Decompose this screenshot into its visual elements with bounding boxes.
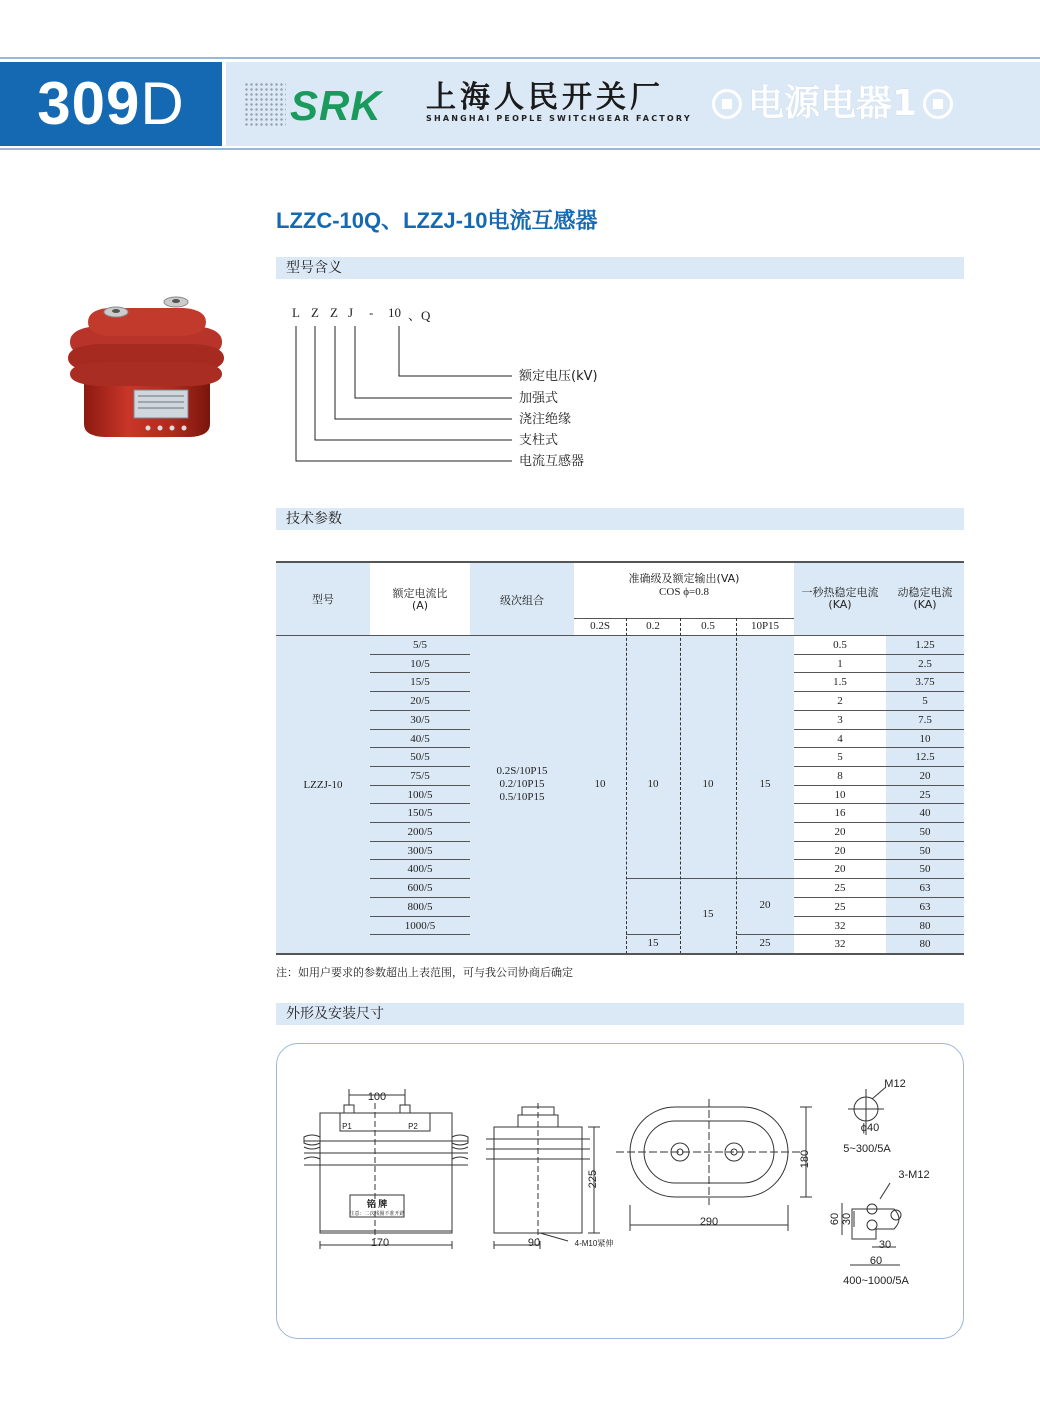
dim-60-vertical: 60 [829,1212,841,1226]
td-thermal: 0.5 [833,639,847,651]
header-bottom-rule [0,148,1040,150]
legend-reinforced: 加强式 [519,391,559,406]
company-name-en: SHANGHAI PEOPLE SWITCHGEAR FACTORY [426,114,692,123]
label-3m12: 3-M12 [898,1169,930,1181]
legend-post-type: 支柱式 [519,433,559,448]
code-char: - [369,305,374,320]
td-ratio: 400/5 [407,863,433,876]
td-thermal: 20 [834,826,846,838]
td-dynamic: 50 [919,863,931,876]
label-range-2: 400~1000/5A [843,1275,909,1287]
category-label [712,78,1002,130]
td-dynamic: 63 [919,882,931,895]
code-char: J [348,305,354,320]
td-output-02s: 10 [594,778,606,790]
dim-60-horizontal: 60 [869,1255,883,1267]
label-p1: P1 [342,1122,352,1131]
dim-100: 100 [367,1091,387,1103]
td-output-02: 10 [647,778,659,790]
page-number: 309 [37,70,141,137]
td-ratio: 15/5 [410,676,430,689]
table-note: 注：如用户要求的参数超出上表范围，可与我公司协商后确定 [276,966,573,979]
section-tech-params: 技术参数 [276,508,964,530]
td-thermal: 20 [834,863,846,876]
th-model: 型号 [312,593,334,606]
td-thermal: 5 [837,751,843,764]
page-suffix: D [140,70,185,137]
company-name-cn: 上海人民开关厂 [426,80,664,115]
model-code [292,305,452,321]
th-class-02: 0.2 [646,620,660,632]
td-thermal: 32 [834,919,846,932]
dim-30-horizontal: 30 [878,1239,892,1251]
combo-item: 0.2S/10P15 [496,765,548,777]
td-dynamic: 1.25 [915,639,935,651]
legend-current-transformer: 电流互感器 [519,454,585,469]
code-char: Z [311,305,319,320]
td-ratio: 5/5 [412,639,428,651]
td-dynamic: 80 [919,919,931,932]
td-ratio: 10/5 [410,657,430,670]
legend-rated-voltage: 额定电压(kV) [519,369,598,384]
td-thermal: 25 [834,900,846,913]
td-thermal: 1.5 [833,676,847,689]
td-dynamic: 25 [919,788,931,801]
section-dimensions: 外形及安装尺寸 [276,1003,964,1025]
td-thermal: 25 [834,882,846,895]
th-ratio-unit: (A) [411,599,429,612]
label-m10: 4-M10紧伸 [574,1239,614,1248]
td-dynamic: 10 [919,732,931,745]
td-thermal: 20 [834,844,846,857]
td-output-05: 10 [702,778,714,790]
td-output-mid-10p15: 20 [759,899,771,911]
td-dynamic: 3.75 [915,676,935,689]
td-model: LZZJ-10 [303,779,343,791]
td-thermal: 8 [837,769,843,782]
td-dynamic: 2.5 [918,657,932,670]
td-ratio: 1000/5 [404,919,436,932]
dimension-drawing [276,1043,964,1339]
label-phi40: ϕ40 [860,1122,880,1134]
td-dynamic: 40 [919,807,931,820]
th-dynamic: 动稳定电流 [897,586,953,599]
td-output-mid-05: 15 [702,908,714,920]
page-number-box [0,62,222,146]
td-ratio: 50/5 [410,751,430,764]
td-dynamic: 80 [919,938,931,951]
td-thermal: 4 [837,732,843,745]
td-dynamic: 50 [919,844,931,857]
td-thermal: 1 [837,657,843,670]
th-thermal-unit: (KA) [828,598,852,611]
th-ratio: 额定电流比 [392,587,448,600]
page-title: LZZC-10Q、LZZJ-10电流互感器 [276,208,598,233]
label-p2: P2 [408,1122,418,1131]
combo-item: 0.2/10P15 [499,778,545,790]
model-code-leader-lines [280,320,520,470]
td-output-last-02: 15 [647,937,659,949]
brand-logo: SRK [290,82,382,129]
td-output-10p15: 15 [759,778,771,790]
label-range-1: 5~300/5A [843,1143,891,1155]
square-dot-icon [712,89,742,119]
td-ratio: 100/5 [407,788,433,801]
label-m12: M12 [884,1078,906,1090]
td-thermal: 2 [837,695,843,708]
nameplate-label: 铭 牌 [366,1199,388,1209]
dim-170: 170 [370,1237,390,1249]
td-output-last-10p15: 25 [759,937,771,949]
td-ratio: 800/5 [407,900,433,913]
td-ratio: 20/5 [410,695,430,708]
td-dynamic: 20 [919,769,931,782]
nameplate-sub: 注意：二次线圈不准开路 [349,1211,405,1217]
th-class-10p15: 10P15 [750,620,780,632]
th-thermal: 一秒热稳定电流 [801,586,879,599]
th-cos: COS ϕ=0.8 [659,586,709,598]
dim-225: 225 [587,1169,599,1189]
td-thermal: 10 [834,788,846,801]
section-model-meaning: 型号含义 [276,257,964,279]
td-dynamic: 50 [919,826,931,838]
td-ratio: 30/5 [410,713,430,726]
td-thermal: 3 [837,713,843,726]
header-top-rule [0,57,1040,59]
th-dynamic-unit: (KA) [913,598,937,611]
category-text: 电源电器1 [748,83,918,124]
td-ratio: 40/5 [410,732,430,745]
td-ratio: 200/5 [407,826,433,838]
dot-pattern-decoration [244,82,286,126]
code-char: L [292,305,300,320]
td-ratio: 600/5 [407,882,433,895]
dim-30-vertical: 30 [841,1212,853,1226]
td-dynamic: 5 [922,695,928,708]
code-char: 、Q [408,308,431,323]
legend-cast-insulation: 浇注绝缘 [519,412,572,427]
th-class-02s: 0.2S [590,620,610,632]
code-char: Z [330,305,338,320]
th-class-05: 0.5 [701,620,715,632]
td-thermal: 32 [834,938,846,951]
dim-90: 90 [527,1237,541,1249]
td-dynamic: 12.5 [915,751,935,764]
spec-table [276,561,964,954]
product-photo [64,292,228,442]
td-ratio [370,935,470,954]
td-thermal: 16 [834,807,846,820]
th-accuracy: 准确级及额定输出(VA) [628,572,740,585]
td-ratio: 150/5 [407,807,433,820]
td-dynamic: 7.5 [918,713,932,726]
td-ratio: 75/5 [410,769,430,782]
td-combos [470,765,574,804]
dim-180: 180 [799,1149,811,1169]
code-char: 10 [388,305,401,320]
dim-290: 290 [699,1216,719,1228]
th-combo: 级次组合 [500,594,544,607]
td-ratio: 300/5 [407,844,433,857]
square-dot-icon [923,89,953,119]
td-dynamic: 63 [919,900,931,913]
combo-item: 0.5/10P15 [499,791,545,803]
